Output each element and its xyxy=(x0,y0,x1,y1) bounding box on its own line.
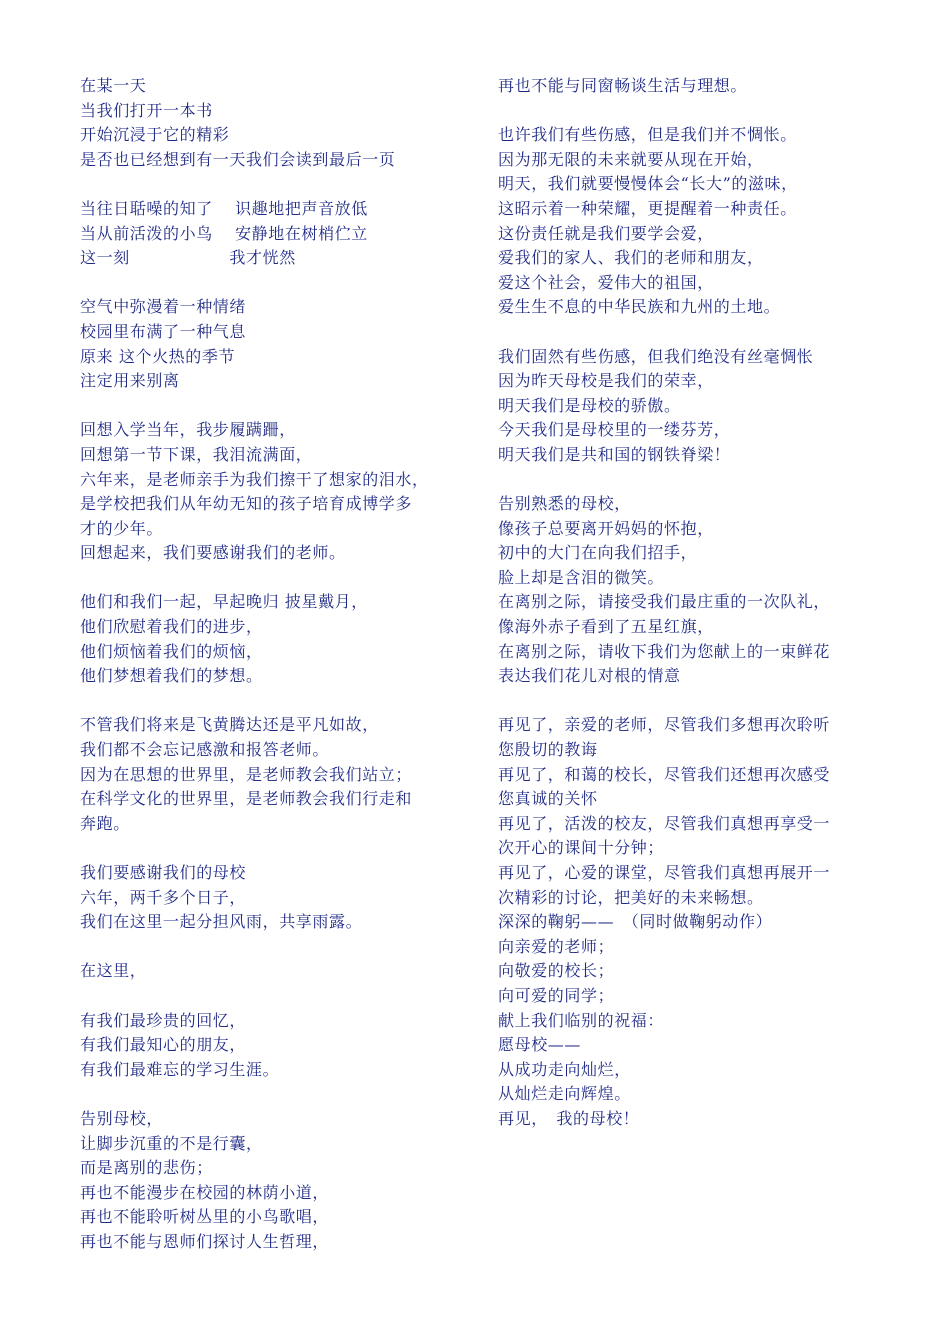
text-line: 有我们最珍贵的回忆， xyxy=(80,1010,247,1030)
text-line: 在某一天 xyxy=(80,76,147,95)
text-line: 再也不能与同窗畅谈生活与理想。 xyxy=(498,76,748,95)
text-line: 他们梦想着我们的梦想。 xyxy=(80,666,263,686)
text-line: 他们烦恼着我们的烦恼， xyxy=(80,641,263,661)
text-line: 向敬爱的校长； xyxy=(498,961,615,981)
text-line: 爱生生不息的中华民族和九州的土地。 xyxy=(498,297,781,317)
text-line: 告别熟悉的母校， xyxy=(498,494,631,514)
left-column xyxy=(80,74,472,1255)
text-line: 开始沉浸于它的精彩 xyxy=(80,125,230,145)
blank-line xyxy=(80,566,472,591)
text-line: 在这里， xyxy=(80,961,147,981)
text-line: 再也不能聆听树丛里的小鸟歌唱， xyxy=(80,1207,330,1227)
blank-line xyxy=(80,172,472,197)
text-line: 回想起来，我们要感谢我们的老师。 xyxy=(80,543,346,563)
text-line: 因为在思想的世界里，是老师教会我们站立； xyxy=(80,764,413,784)
text-line: 回想第一节下课，我泪流满面， xyxy=(80,444,313,464)
text-line: 您真诚的关怀 xyxy=(498,789,598,809)
text-line: 在离别之际，请收下我们为您献上的一束鲜花 xyxy=(498,641,831,661)
text-line: 他们和我们一起，早起晚归 披星戴月， xyxy=(80,592,368,612)
text-line: 再见， 我的母校！ xyxy=(498,1108,640,1128)
text-line: 爱我们的家人、我们的老师和朋友， xyxy=(498,248,764,268)
blank-line xyxy=(498,99,890,124)
text-line: 当我们打开一本书 xyxy=(80,100,213,120)
blank-line xyxy=(80,1082,472,1107)
text-line: 脸上却是含泪的微笑。 xyxy=(498,567,665,587)
blank-line xyxy=(80,984,472,1009)
blank-line xyxy=(80,271,472,296)
text-line: 有我们最知心的朋友， xyxy=(80,1035,247,1055)
right-column xyxy=(498,74,890,1132)
text-line: 而是离别的悲伤； xyxy=(80,1158,213,1178)
text-line: 您殷切的教诲 xyxy=(498,740,598,760)
text-line: 原来 这个火热的季节 xyxy=(80,346,236,366)
blank-line xyxy=(498,468,890,493)
blank-line xyxy=(80,394,472,419)
text-line: 再见了，亲爱的老师，尽管我们多想再次聆听 xyxy=(498,715,831,735)
text-line: 是学校把我们从年幼无知的孩子培育成博学多 xyxy=(80,494,413,514)
text-line: 这份责任就是我们要学会爱， xyxy=(498,223,714,243)
text-line: 再见了，活泼的校友，尽管我们真想再享受一 xyxy=(498,813,831,833)
text-line: 奔跑。 xyxy=(80,813,130,833)
text-line: 像海外赤子看到了五星红旗， xyxy=(498,617,714,637)
text-line: 当从前活泼的小鸟 安静地在树梢伫立 xyxy=(80,223,368,243)
text-line: 表达我们花儿对根的情意 xyxy=(498,666,681,686)
text-line: 愿母校—— xyxy=(498,1035,582,1055)
text-line: 今天我们是母校里的一缕芬芳， xyxy=(498,420,731,440)
text-line: 告别母校， xyxy=(80,1108,164,1128)
text-line: 这一刻 我才恍然 xyxy=(80,248,296,268)
text-line: 他们欣慰着我们的进步， xyxy=(80,617,263,637)
text-line: 次开心的课间十分钟； xyxy=(498,838,665,858)
text-line: 回想入学当年，我步履蹒跚， xyxy=(80,420,296,440)
text-line: 献上我们临别的祝福： xyxy=(498,1010,665,1030)
text-line: 明天，我们就要慢慢体会“长大”的滋味， xyxy=(498,174,798,194)
text-line: 我们都不会忘记感激和报答老师。 xyxy=(80,740,330,760)
text-line: 明天我们是母校的骄傲。 xyxy=(498,395,681,415)
text-line: 因为昨天母校是我们的荣幸， xyxy=(498,371,714,391)
text-line: 向可爱的同学； xyxy=(498,985,615,1005)
text-line: 深深的鞠躬—— （同时做鞠躬动作） xyxy=(498,912,773,932)
text-line: 次精彩的讨论，把美好的未来畅想。 xyxy=(498,887,764,907)
text-line: 校园里布满了一种气息 xyxy=(80,321,247,341)
text-line: 在科学文化的世界里，是老师教会我们行走和 xyxy=(80,789,413,809)
text-line: 六年，两千多个日子， xyxy=(80,887,247,907)
text-line: 明天我们是共和国的钢铁脊梁！ xyxy=(498,444,731,464)
text-line: 再也不能与恩师们探讨人生哲理， xyxy=(80,1231,330,1251)
text-line: 再也不能漫步在校园的林荫小道， xyxy=(80,1182,330,1202)
text-line: 空气中弥漫着一种情绪 xyxy=(80,297,247,317)
blank-line xyxy=(80,935,472,960)
text-line: 六年来，是老师亲手为我们擦干了想家的泪水， xyxy=(80,469,429,489)
text-line: 我们在这里一起分担风雨，共享雨露。 xyxy=(80,912,363,932)
text-line: 再见了，和蔼的校长，尽管我们还想再次感受 xyxy=(498,764,831,784)
text-line: 再见了，心爱的课堂，尽管我们真想再展开一 xyxy=(498,863,831,882)
blank-line xyxy=(80,689,472,714)
text-line: 向亲爱的老师； xyxy=(498,936,615,956)
text-line: 不管我们将来是飞黄腾达还是平凡如故， xyxy=(80,715,379,735)
text-line: 才的少年。 xyxy=(80,518,164,538)
text-line: 注定用来别离 xyxy=(80,371,180,391)
text-line: 让脚步沉重的不是行囊， xyxy=(80,1133,263,1153)
text-line: 有我们最难忘的学习生涯。 xyxy=(80,1059,280,1079)
text-line: 像孩子总要离开妈妈的怀抱， xyxy=(498,518,714,538)
blank-line xyxy=(498,320,890,345)
text-line: 爱这个社会，爱伟大的祖国， xyxy=(498,272,714,292)
text-line: 这昭示着一种荣耀，更提醒着一种责任。 xyxy=(498,198,797,218)
text-line: 当往日聒噪的知了 识趣地把声音放低 xyxy=(80,198,368,218)
text-line: 是否也已经想到有一天我们会读到最后一页 xyxy=(80,149,396,169)
text-line: 我们要感谢我们的母校 xyxy=(80,863,247,882)
text-line: 因为那无限的未来就要从现在开始， xyxy=(498,149,764,169)
text-line: 我们固然有些伤感，但我们绝没有丝毫惆怅 xyxy=(498,346,814,366)
text-line: 也许我们有些伤感，但是我们并不惆怅。 xyxy=(498,125,797,145)
text-line: 在离别之际，请接受我们最庄重的一次队礼， xyxy=(498,592,831,612)
text-line: 从成功走向灿烂， xyxy=(498,1059,631,1079)
text-line: 初中的大门在向我们招手， xyxy=(498,543,698,563)
blank-line xyxy=(498,689,890,714)
blank-line xyxy=(80,836,472,861)
text-line: 从灿烂走向辉煌。 xyxy=(498,1084,631,1104)
